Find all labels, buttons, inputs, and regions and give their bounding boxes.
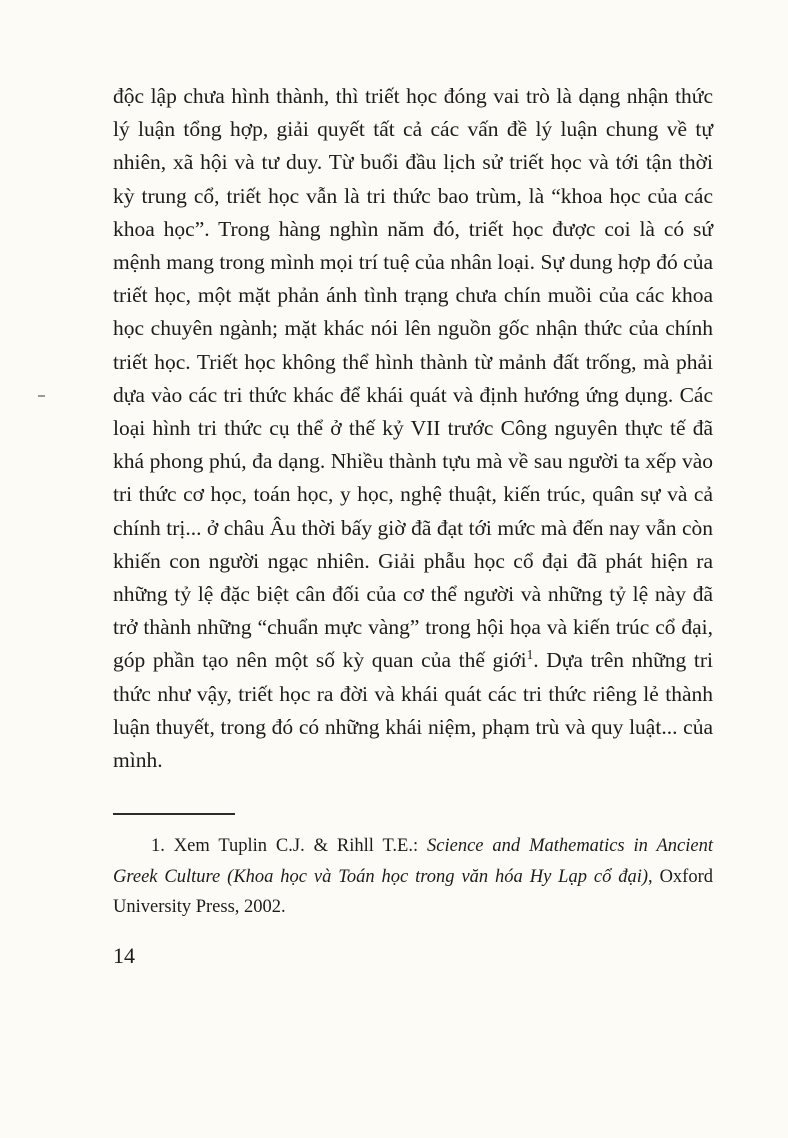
footnote-italic-title: Science and Mathematics in Ancient Greek Culture (Khoa học và Toán học trong văn hóa Hy Lạp cổ đại)	[113, 836, 714, 887]
page-number: 14	[113, 942, 135, 968]
body-paragraph	[113, 80, 713, 777]
body-text-part-2: . Dựa trên những tri thức như vậy, triết học ra đời và khái quát các tri thức riêng lẻ thành luận thuyết, trong đó có những khái niệm, phạm trù và quy luật... của mình.	[113, 648, 713, 773]
footnote-divider	[113, 813, 235, 815]
footnote-prefix: 1. Xem Tuplin C.J. & Rihll T.E.:	[151, 836, 428, 857]
footnote-suffix: , Oxford University Press, 2002.	[113, 866, 714, 918]
footnote-marker: 1	[526, 647, 534, 663]
body-text-part-1: độc lập chưa hình thành, thì triết học đóng vai trò là dạng nhận thức lý luận tổng hợp, giải quyết tất cả các vấn đề lý luận chung về tự nhiên, xã hội và tư duy. Từ buổi đầu lịch sử triết học và tới tận thời kỳ trung cổ, triết học vẫn là tri thức bao trùm, là “khoa học của các khoa học”. Trong hàng nghìn năm đó, triết học được coi là có sứ mệnh mang trong mình mọi trí tuệ của nhân loại. Sự dung hợp đó của triết học, một mặt phản ánh tình trạng chưa chín muồi của các khoa học chuyên ngành; mặt khác nói lên nguồn gốc nhận thức của chính triết học. Triết học không thể hình thành từ mảnh đất trống, mà phải dựa vào các tri thức khác để khái quát và định hướng ứng dụng. Các loại hình tri thức cụ thể ở thế kỷ VII trước Công nguyên thực tế đã khá phong phú, đa dạng. Nhiều thành tựu mà về sau người ta xếp vào tri thức cơ học, toán học, y học, nghệ thuật, kiến trúc, quân sự và cả chính trị... ở châu Âu thời bấy giờ đã đạt tới mức mà đến nay vẫn còn khiến con người ngạc nhiên. Giải phẫu học cổ đại đã phát hiện ra những tỷ lệ đặc biệt cân đối của cơ thể người và những tỷ lệ này đã trở thành những “chuẩn mực vàng” trong hội họa và kiến trúc cổ đại, góp phần tạo nên một số kỳ quan của thế giới	[113, 84, 713, 673]
scan-artifact	[38, 395, 45, 397]
footnote	[113, 831, 713, 923]
